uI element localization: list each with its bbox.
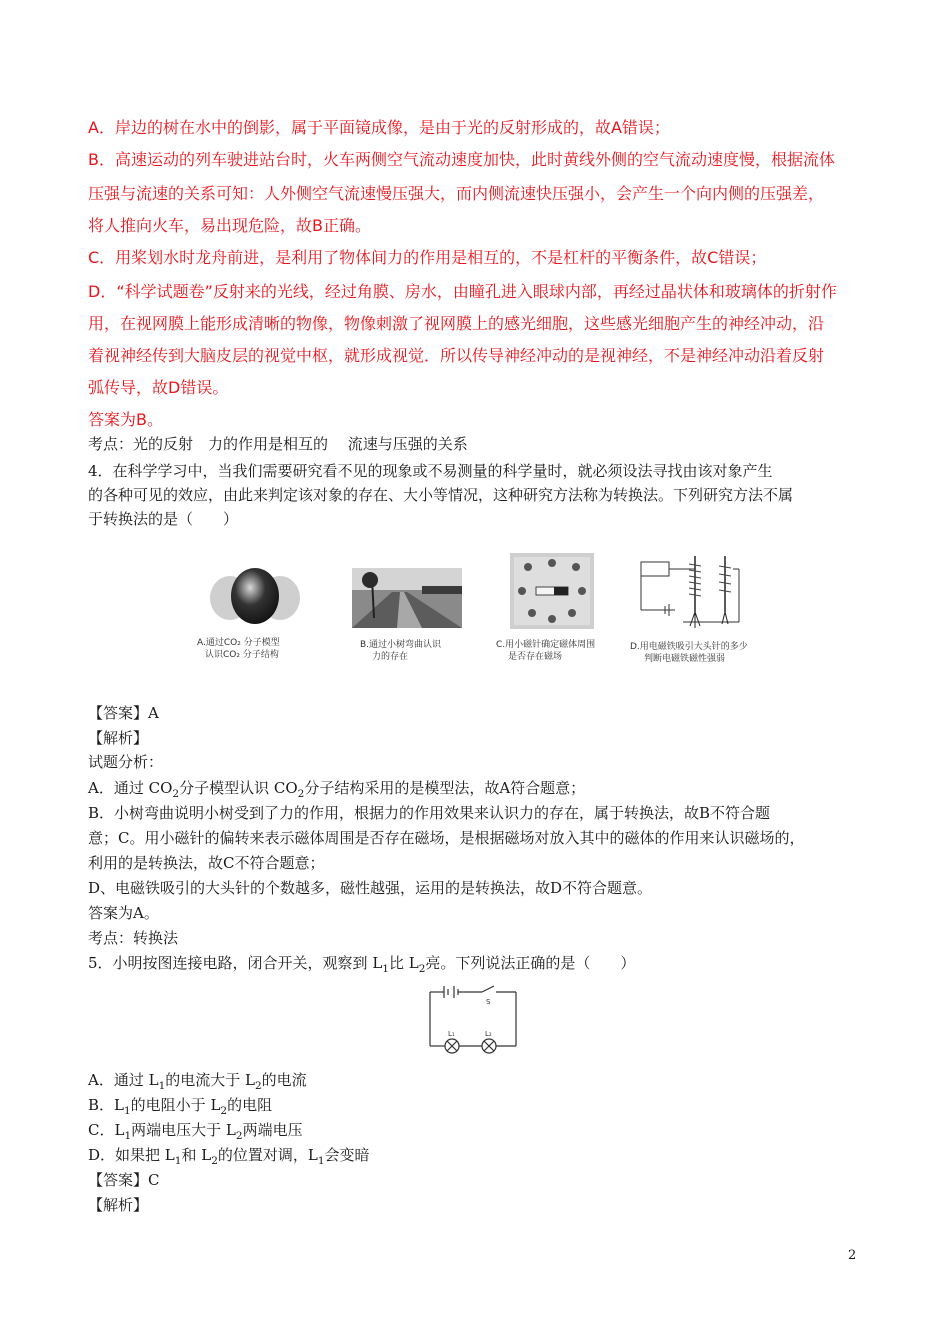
q5-option-c: C．$L_1$两端电压大于 $L_2$两端电压: [88, 1121, 303, 1142]
q4-explain-d: D、电磁铁吸引的大头针的个数越多，磁性越强，运用的是转换法，故D不符合题意。: [88, 879, 653, 897]
electromagnet-figure: [635, 552, 745, 636]
q4-answer: 答案为A。: [88, 904, 159, 922]
q5-option-d: D．如果把 $L_1$和 $L_2$的位置对调，$L_1$会变暗: [88, 1146, 370, 1167]
q5-stem: 5．小明按图连接电路，闭合开关，观察到 $L_1$比 $L_2$亮。下列说法正确的是（ ）: [88, 954, 636, 975]
co2-molecule-figure: [200, 560, 310, 630]
q5-option-b: B．$L_1$的电阻小于 $L_2$的电阻: [88, 1096, 273, 1117]
fig-b-caption-1: B.通过小树弯曲认识: [360, 640, 442, 650]
q4-stem-line1: 4．在科学学习中，当我们需要研究看不见的现象或不易测量的科学量时，就必须设法寻找由该对象产生: [88, 462, 773, 480]
fig-c-caption-2: 是否存在磁场: [508, 652, 563, 662]
q4-stem-line2: 的各种可见的效应，由此来判定该对象的存在、大小等情况，这种研究方法称为转换法。下列研究方法不属: [88, 486, 794, 504]
analysis-option-b-line3: 将人推向火车，易出现危险，故B正确。: [88, 216, 371, 235]
analysis-option-b-line1: B．高速运动的列车驶进站台时，火车两侧空气流动速度加快，此时黄线外侧的空气流动速度慢，根据流体: [88, 150, 835, 169]
analysis-option-c: C．用桨划水时龙舟前进，是利用了物体间力的作用是相互的，不是杠杆的平衡条件，故C错误；: [88, 248, 767, 267]
analysis-option-d-line4: 弧传导，故D错误。: [88, 378, 229, 397]
fig-a-caption-2: 认识CO₂ 分子结构: [205, 650, 279, 660]
page-number: 2: [848, 1248, 857, 1263]
fig-b-caption-2: 力的存在: [372, 652, 409, 662]
q4-stem-line3: 于转换法的是（ ）: [88, 510, 239, 528]
q5-answer-label: 【答案】C: [88, 1171, 160, 1189]
q3-kaodian: 考点：光的反射 力的作用是相互的 流速与压强的关系: [88, 435, 468, 453]
q3-answer: 答案为B。: [88, 410, 163, 429]
q4-explain-b-line3: 利用的是转换法，故C不符合题意；: [88, 854, 325, 872]
q4-shiti: 试题分析：: [88, 753, 164, 771]
analysis-option-d-line2: 用，在视网膜上能形成清晰的物像，物像刺激了视网膜上的感光细胞，这些感光细胞产生的神经冲动，沿: [88, 314, 825, 333]
fig-c-caption-1: C.用小磁针确定磁体周围: [496, 640, 596, 650]
fig-d-caption-1: D.用电磁铁吸引大头针的多少: [630, 642, 748, 652]
analysis-option-a: A．岸边的树在水中的倒影，属于平面镜成像，是由于光的反射形成的，故A错误；: [88, 118, 670, 137]
circuit-l1-label: L₁: [448, 1030, 455, 1038]
fig-a-caption-1: A.通过CO₂ 分子模型: [197, 638, 280, 648]
q4-explain-a: A．通过 $CO_2$分子模型认识 $CO_2$分子结构采用的是模型法，故A符合题意；: [88, 779, 586, 800]
q4-explain-b-line2: 意；C。用小磁针的偏转来表示磁体周围是否存在磁场，是根据磁场对放入其中的磁体的作用来认识磁场的，: [88, 829, 805, 847]
q4-kaodian: 考点：转换法: [88, 929, 179, 947]
circuit-switch-label: S: [486, 998, 491, 1006]
circuit-l2-label: L₂: [485, 1030, 492, 1038]
q4-explain-b-line1: B．小树弯曲说明小树受到了力的作用，根据力的作用效果来认识力的存在，属于转换法，故B不符合题: [88, 804, 771, 822]
analysis-option-d-line1: D．“科学试题卷”反射来的光线，经过角膜、房水，由瞳孔进入眼球内部，再经过晶状体和玻璃体的折射作: [88, 282, 837, 301]
circuit-diagram: [420, 982, 524, 1056]
q4-answer-label: 【答案】A: [88, 704, 159, 722]
q5-option-a: A．通过 $L_1$的电流大于 $L_2$的电流: [88, 1071, 307, 1092]
q4-jiexi-label: 【解析】: [88, 729, 149, 747]
analysis-option-b-line2: 压强与流速的关系可知：人外侧空气流速慢压强大，而内侧流速快压强小，会产生一个向内侧的压强差，: [88, 184, 825, 203]
compass-magnet-figure: [510, 553, 594, 629]
q5-jiexi-label: 【解析】: [88, 1196, 149, 1214]
bent-tree-figure: [352, 568, 462, 628]
fig-d-caption-2: 判断电磁铁磁性强弱: [644, 654, 726, 664]
analysis-option-d-line3: 着视神经传到大脑皮层的视觉中枢，就形成视觉．所以传导神经冲动的是视神经，不是神经冲动沿着反射: [88, 346, 825, 365]
